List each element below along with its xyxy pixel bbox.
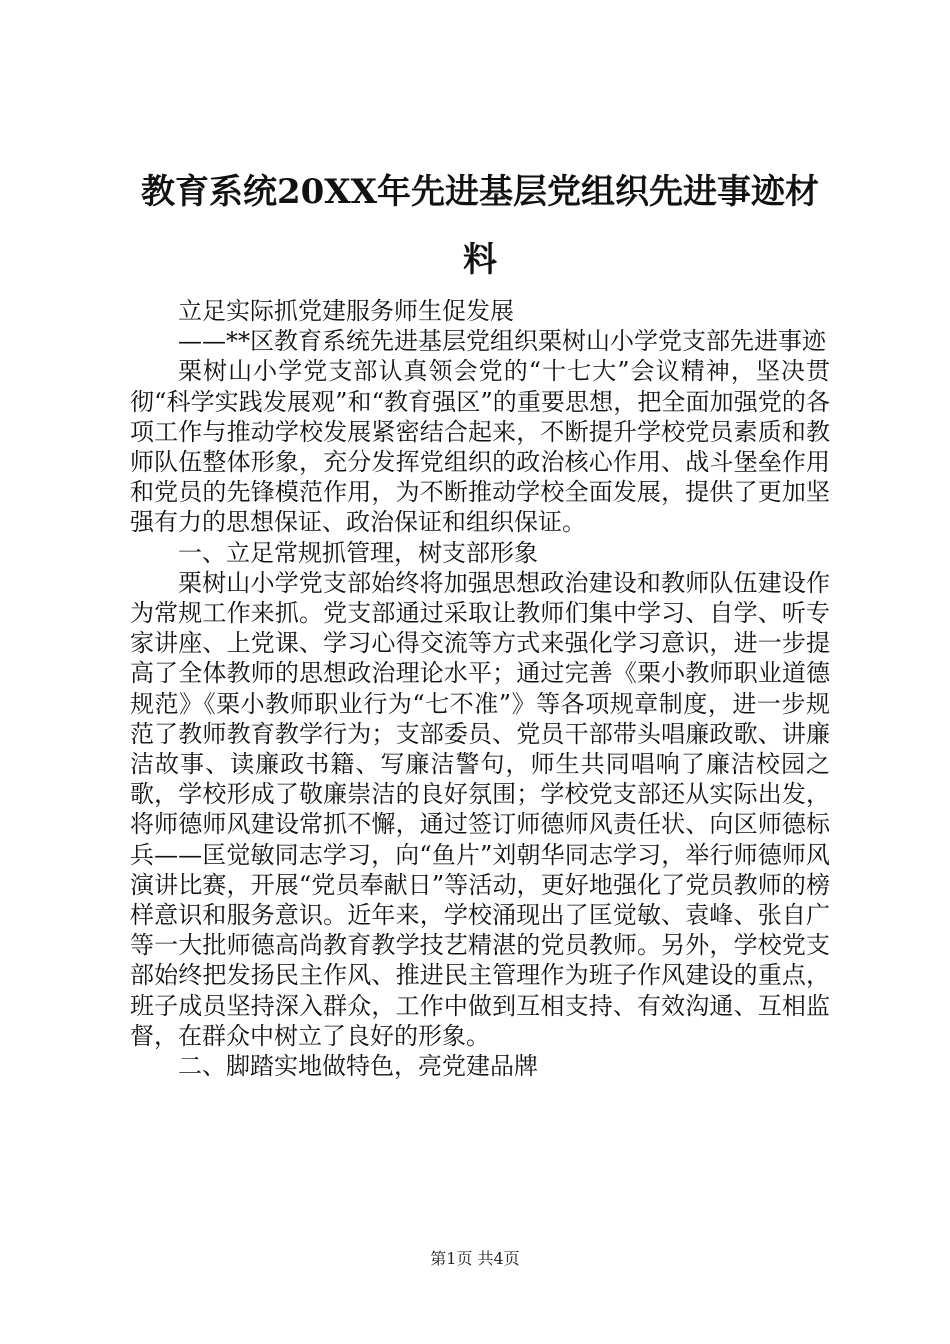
paragraph: 栗树山小学党支部认真领会党的“十七大”会议精神，坚决贯彻“科学实践发展观”和“教育强区”的重要思想，把全面加强党的各项工作与推动学校发展紧密结合起来，不断提升学校党员素质和教师队伍整体形象，充分发挥党组织的政治核心作用、战斗堡垒作用和党员的先锋模范作用，为不断推动学校全面发展，提供了更加坚强有力的思想保证、政治保证和组织保证。 [130, 357, 830, 537]
paragraph: 栗树山小学党支部始终将加强思想政治建设和教师队伍建设作为常规工作来抓。党支部通过采取让教师们集中学习、自学、听专家讲座、上党课、学习心得交流等方式来强化学习意识，进一步提高了全体教师的思想政治理论水平；通过完善《栗小教师职业道德规范》《栗小教师职业行为“七不准”》等各项规章制度，进一步规范了教师教育教学行为；支部委员、党员干部带头唱廉政歌、讲廉洁故事、读廉政书籍、写廉洁警句，师生共同唱响了廉洁校园之歌，学校形成了敬廉崇洁的良好氛围；学校党支部还从实际出发，将师德师风建设常抓不懈，通过签订师德师风责任状、向区师德标兵——匡觉敏同志学习，向“鱼片”刘朝华同志学习，举行师德师风演讲比赛，开展“党员奉献日”等活动，更好地强化了党员教师的榜样意识和服务意识。近年来，学校涌现出了匡觉敏、袁峰、张自广等一大批师德高尚教育教学技艺精湛的党员教师。另外，学校党支部始终把发扬民主作风、推进民主管理作为班子作风建设的重点，班子成员坚持深入群众，工作中做到互相支持、有效沟通、互相监督，在群众中树立了良好的形象。 [130, 568, 830, 1050]
document-title: 教育系统20XX年先进基层党组织先进事迹材料 [140, 172, 820, 280]
section-heading: 一、立足常规抓管理，树支部形象 [178, 538, 538, 567]
page-number-footer: 第1页 共4页 [430, 1249, 520, 1268]
document-subtitle: 立足实际抓党建服务师生促发展 [178, 297, 514, 325]
document-byline: ——**区教育系统先进基层党组织栗树山小学党支部先进事迹 [178, 327, 826, 356]
section-heading: 二、脚踏实地做特色，亮党建品牌 [178, 1052, 538, 1081]
document-body [130, 296, 830, 1081]
